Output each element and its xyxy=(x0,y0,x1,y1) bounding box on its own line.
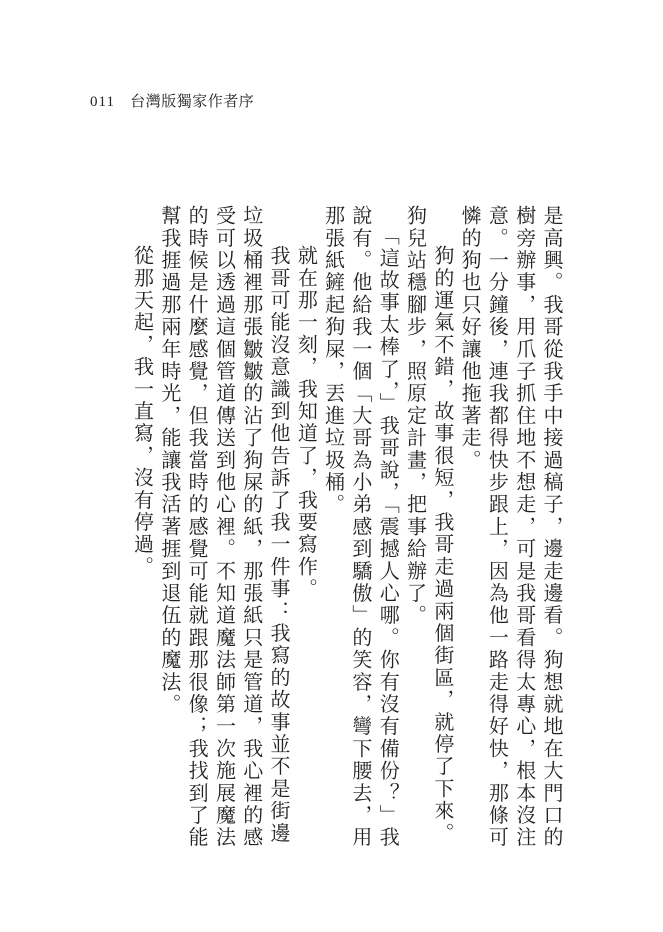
running-title: 台灣版獨家作者序 xyxy=(130,92,255,110)
paragraph-4: 就在那一刻，我知道了，我要寫作。 xyxy=(294,245,319,601)
paragraph-5: 我哥可能沒意識到他告訴了我一件事：我寫的故事並不是街邊垃圾桶裡那張皺皺的沾了狗屎的紙，那張紙只是管道，我心裡的感受可以透過這個管道傳送到他心裡。不知道魔法師第一次施展魔法的時候是什麼感覺，但我當時的感覺可能就跟那很像；我找到了能幫我捱過那兩年時光，能讓我活著捱到退伍的魔法。 xyxy=(157,205,292,849)
body-text xyxy=(128,205,565,855)
page-number: 011 xyxy=(90,94,115,110)
paragraph-2: 狗的運氣不錯，故事很短，我哥走過兩個街區，就停了下來。狗兒站穩腳步，照原定計畫，把事給辦了。 xyxy=(403,205,455,845)
paragraph-3: 「這故事太棒了，」我哥說，「震撼人心哪。你有沒有備份？」我說有。他給我一個「大哥為小弟感到驕傲」的笑容，彎下腰去，用那張紙鏟起狗屎，丟進垃圾桶。 xyxy=(321,205,401,849)
paragraph-6: 從那天起，我一直寫，沒有停過。 xyxy=(130,245,155,578)
running-header xyxy=(90,90,254,111)
paragraph-1: 是高興。我哥從我手中接過稿子，邊走邊看。狗想就地在大門口的樹旁辦事，用爪子抓住地不想走，可是我哥看得太專心，根本沒注意。一分鐘後，連我都得快步跟上，因為他一路走得好快，那條可憐的狗也只好讓他拖著走。 xyxy=(458,205,564,849)
